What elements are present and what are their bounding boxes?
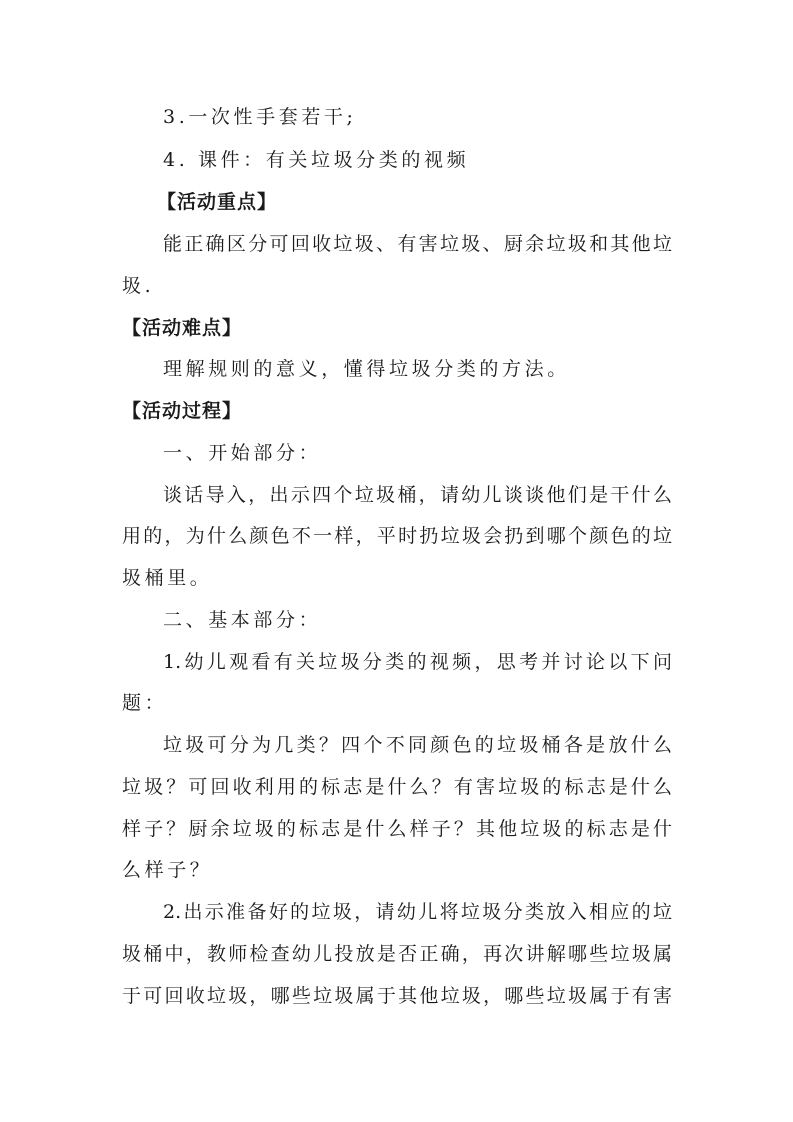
section-heading-key-points: 【活动重点】	[157, 191, 278, 213]
paragraph-line: 用的，为什么颜色不一样，平时扔垃圾会扔到哪个颜色的垃	[122, 525, 672, 547]
material-item-4: 4. 课件：有关垃圾分类的视频	[163, 149, 470, 171]
paragraph-line: 2.出示准备好的垃圾，请幼儿将垃圾分类放入相应的垃	[163, 901, 672, 923]
paragraph-line: 圾.	[122, 275, 155, 297]
paragraph-line: 么样子？	[122, 859, 213, 881]
material-item-3: 3.一次性手套若干;	[163, 106, 357, 128]
paragraph-line: 垃圾？可回收利用的标志是什么？有害垃圾的标志是什么	[122, 776, 672, 798]
paragraph-line: 于可回收垃圾，哪些垃圾属于其他垃圾，哪些垃圾属于有害	[122, 985, 672, 1007]
paragraph-line: 谈话导入，出示四个垃圾桶，请幼儿谈谈他们是干什么	[163, 484, 672, 506]
paragraph-line: 题：	[122, 692, 168, 714]
paragraph-line: 圾桶中，教师检查幼儿投放是否正确，再次讲解哪些垃圾属	[122, 943, 672, 965]
paragraph-line: 理解规则的意义，懂得垃圾分类的方法。	[163, 358, 570, 380]
subsection-heading-start: 一、开始部分：	[163, 442, 322, 464]
paragraph-line: 圾桶里。	[122, 567, 213, 589]
paragraph-line: 样子？厨余垃圾的标志是什么样子？其他垃圾的标志是什	[122, 818, 672, 840]
paragraph-line: 垃圾可分为几类？四个不同颜色的垃圾桶各是放什么	[163, 734, 672, 756]
section-heading-process: 【活动过程】	[122, 400, 243, 422]
paragraph-line: 1.幼儿观看有关垃圾分类的视频，思考并讨论以下问	[163, 651, 672, 673]
paragraph-line: 能正确区分可回收垃圾、有害垃圾、厨余垃圾和其他垃	[163, 233, 672, 255]
section-heading-difficulties: 【活动难点】	[122, 317, 243, 339]
subsection-heading-basic: 二、基本部分：	[163, 609, 322, 631]
